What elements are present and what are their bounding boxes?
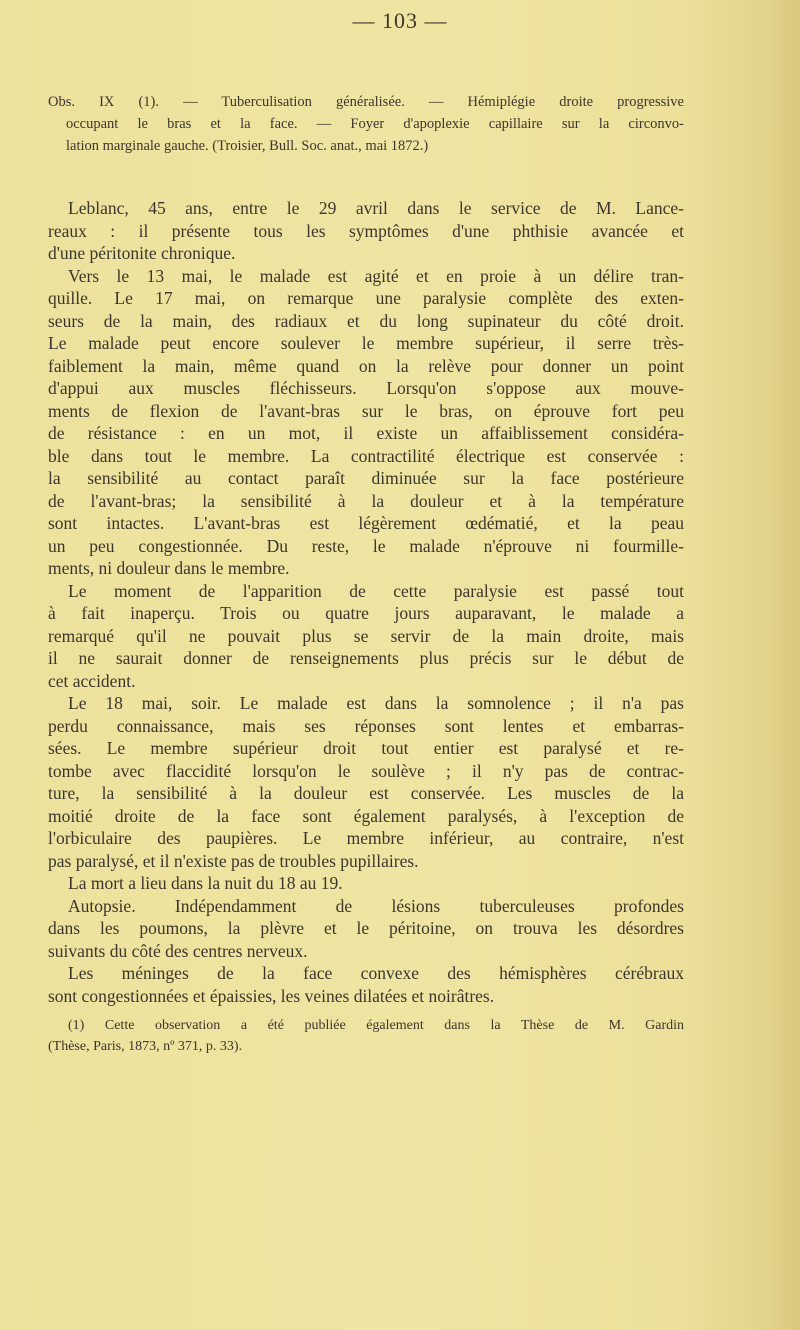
paragraph-line: d'appui aux muscles fléchisseurs. Lorsqu'on s'oppose aux mouve-: [48, 378, 684, 398]
footnote-line: (1) Cette observation a été publiée également dans la Thèse de M. Gardin: [68, 1018, 684, 1033]
paragraph-line: Le moment de l'apparition de cette paralysie est passé tout: [68, 580, 684, 601]
paragraph-line: reaux : il présente tous les symptômes d'une phthisie avancée et: [48, 220, 684, 241]
footnote-line: (Thèse, Paris, 1873, nº 371, p. 33).: [48, 1039, 243, 1054]
paragraph-line: moitié droite de la face sont également paralysés, à l'exception de: [48, 805, 684, 826]
paragraph-line: suivants du côté des centres nerveux.: [48, 940, 308, 961]
paragraph-line: faiblement la main, même quand on la relève pour donner un point: [48, 355, 684, 376]
paragraph-line: Vers le 13 mai, le malade est agité et en proie à un délire tran-: [68, 265, 684, 286]
paragraph-line: de résistance : en un mot, il existe un affaiblissement considéra-: [48, 423, 684, 443]
paragraph-line: de l'avant-bras; la sensibilité à la douleur et à la température: [48, 490, 684, 511]
heading-line: lation marginale gauche. (Troisier, Bull. Soc. anat., mai 1872.): [66, 138, 429, 154]
paragraph-line: Le malade peut encore soulever le membre supérieur, il serre très-: [48, 333, 684, 353]
paragraph-line: ture, la sensibilité à la douleur est conservée. Les muscles de la: [48, 783, 684, 803]
paragraph-line: pas paralysé, et il n'existe pas de troubles pupillaires.: [48, 850, 419, 871]
paragraph-line: Les méninges de la face convexe des hémisphères cérébraux: [68, 963, 684, 983]
paragraph-line: sont intactes. L'avant-bras est légèrement œdématié, et la peau: [48, 513, 684, 533]
paragraph-line: il ne saurait donner de renseignements plus précis sur le début de: [48, 648, 684, 668]
heading-line: Obs. IX (1). — Tuberculisation généralisée. — Hémiplégie droite progressive: [48, 94, 684, 110]
paragraph-line: Le 18 mai, soir. Le malade est dans la somnolence ; il n'a pas: [68, 693, 684, 713]
paragraph-line: dans les poumons, la plèvre et le péritoine, on trouva les désordres: [48, 918, 684, 938]
paragraph-line: cet accident.: [48, 670, 136, 691]
paragraph-line: quille. Le 17 mai, on remarque une paralysie complète des exten-: [48, 288, 684, 308]
paragraph-line: d'une péritonite chronique.: [48, 243, 236, 263]
paragraph-line: sées. Le membre supérieur droit tout entier est paralysé et re-: [48, 738, 684, 758]
paragraph-line: La mort a lieu dans la nuit du 18 au 19.: [68, 873, 343, 893]
paragraph-line: ments, ni douleur dans le membre.: [48, 558, 290, 578]
paragraph-line: perdu connaissance, mais ses réponses sont lentes et embarras-: [48, 715, 684, 736]
heading-line: occupant le bras et la face. — Foyer d'apoplexie capillaire sur la circonvo-: [66, 116, 684, 132]
paragraph-line: un peu congestionnée. Du reste, le malade n'éprouve ni fourmille-: [48, 535, 684, 556]
paragraph-line: l'orbiculaire des paupières. Le membre inférieur, au contraire, n'est: [48, 828, 684, 848]
paragraph-line: Leblanc, 45 ans, entre le 29 avril dans le service de M. Lance-: [68, 198, 684, 218]
paragraph-line: ble dans tout le membre. La contractilité électrique est conservée :: [48, 445, 684, 466]
paragraph-line: à fait inaperçu. Trois ou quatre jours auparavant, le malade a: [48, 603, 684, 623]
page-number: — 103 —: [352, 8, 448, 33]
paragraph-line: sont congestionnées et épaissies, les veines dilatées et noirâtres.: [48, 985, 495, 1006]
paragraph-line: la sensibilité au contact paraît diminuée sur la face postérieure: [48, 468, 684, 488]
paragraph-line: remarqué qu'il ne pouvait plus se servir de la main droite, mais: [48, 625, 684, 646]
paragraph-line: tombe avec flaccidité lorsqu'on le soulève ; il n'y pas de contrac-: [48, 760, 684, 781]
paragraph-line: Autopsie. Indépendamment de lésions tuberculeuses profondes: [68, 895, 684, 916]
paragraph-line: ments de flexion de l'avant-bras sur le bras, on éprouve fort peu: [48, 400, 684, 421]
paragraph-line: seurs de la main, des radiaux et du long supinateur du côté droit.: [48, 310, 684, 331]
